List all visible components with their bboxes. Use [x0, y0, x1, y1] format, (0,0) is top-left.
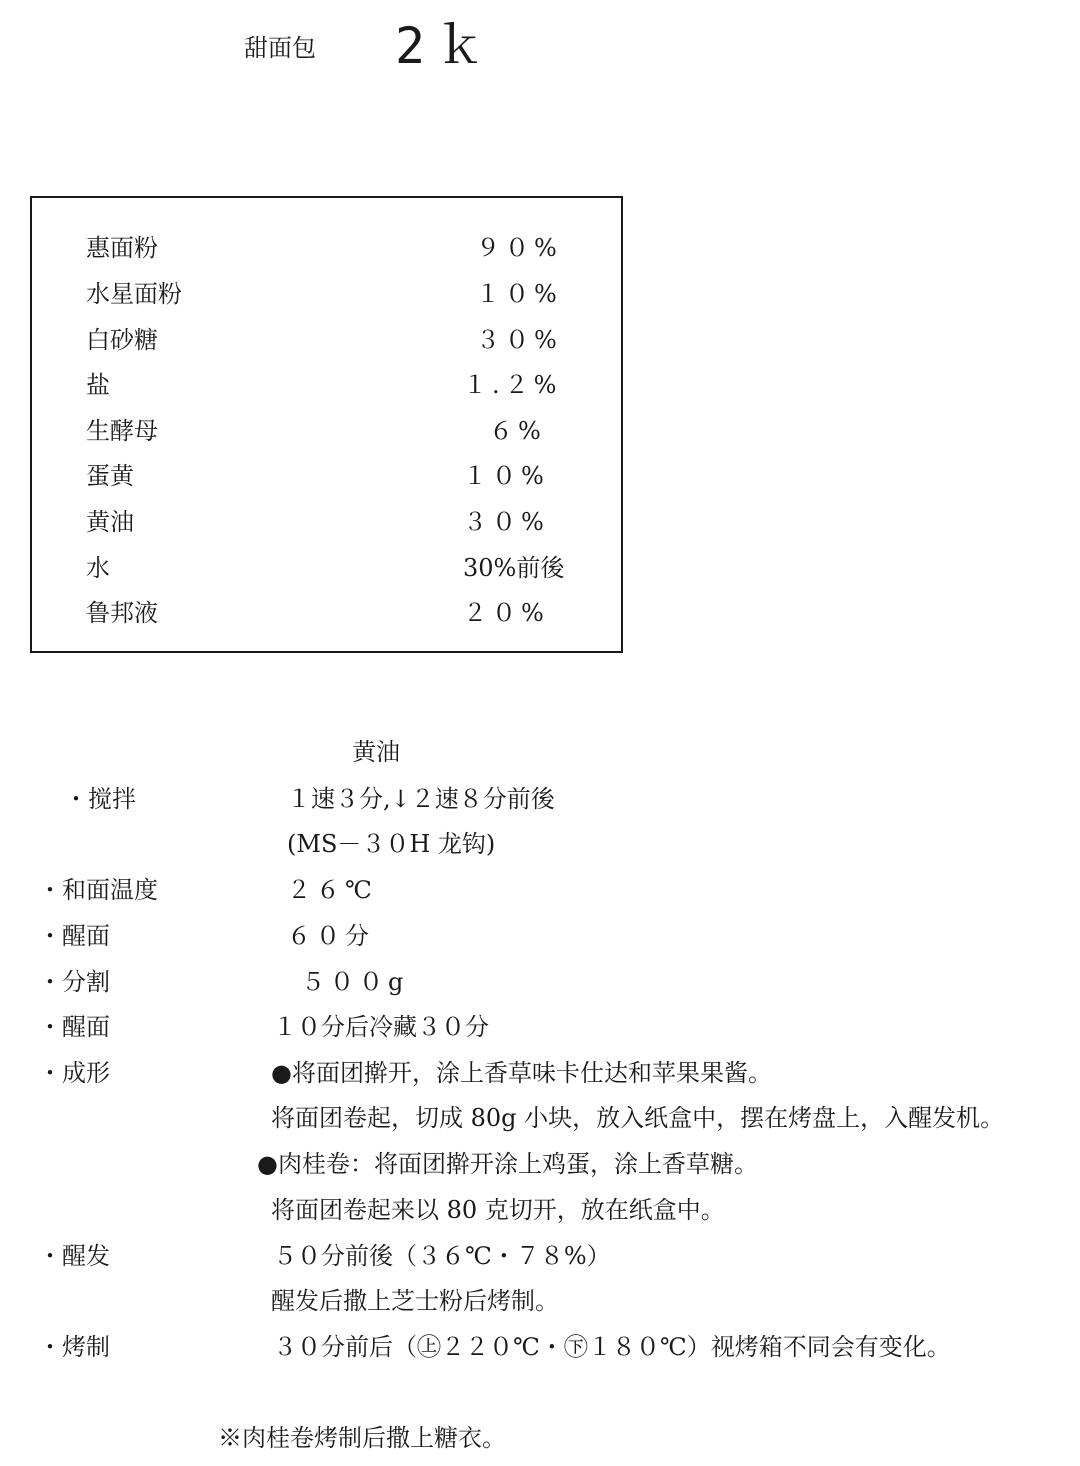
ingredient-amount: １０%	[463, 462, 549, 490]
footnote: ※肉桂卷烤制后撒上糖衣。	[218, 1424, 506, 1452]
shaping-step-1: ●将面团擀开，涂上香草味卡仕达和苹果果酱。	[271, 1059, 772, 1087]
dough-temp-value: ２６℃	[287, 876, 377, 904]
ingredient-name: 水星面粉	[86, 280, 182, 308]
ingredient-amount: 30%前後	[463, 554, 565, 582]
shaping-step-3: ●肉桂卷：将面团擀开涂上鸡蛋，涂上香草糖。	[257, 1150, 758, 1178]
ingredient-amount: ６%	[489, 417, 546, 445]
shaping-step-2: 将面团卷起，切成 80g 小块，放入纸盒中，摆在烤盘上，入醒发机。	[271, 1104, 1005, 1132]
mixing-value: １速３分,↓２速８分前後	[287, 785, 555, 813]
mixing-note: (MS－３０H 龙钩)	[287, 830, 496, 858]
shaping-step-4: 将面团卷起来以 80 克切开，放在纸盒中。	[271, 1196, 725, 1224]
mixing-label: ・搅拌	[64, 785, 136, 813]
ingredient-amount: ２０%	[463, 599, 549, 627]
divide-label: ・分割	[38, 968, 110, 996]
proof-label: ・醒发	[38, 1242, 110, 1270]
bake-value: ３０分前后（㊤２２０℃・㊦１８０℃）视烤箱不同会有变化。	[273, 1333, 951, 1361]
ingredient-amount: １０%	[476, 280, 562, 308]
rest2-value: １０分后冷藏３０分	[273, 1013, 489, 1041]
ingredient-amount: ３０%	[476, 326, 562, 354]
rest1-label: ・醒面	[38, 922, 110, 950]
divide-value: ５００g	[301, 968, 409, 996]
proof-value: ５０分前後（３６℃・７８%）	[273, 1242, 611, 1270]
recipe-title: 甜面包	[244, 34, 316, 62]
ingredient-name: 黄油	[86, 508, 134, 536]
batch-size: 2ｋ	[395, 17, 496, 75]
ingredient-name: 白砂糖	[86, 326, 158, 354]
ingredient-amount: ３０%	[463, 508, 549, 536]
rest2-label: ・醒面	[38, 1013, 110, 1041]
dough-temp-label: ・和面温度	[38, 876, 158, 904]
ingredient-name: 生酵母	[86, 417, 158, 445]
ingredient-amount: ９０%	[476, 234, 562, 262]
butter-note: 黄油	[352, 738, 400, 766]
ingredient-name: 蛋黄	[86, 462, 134, 490]
ingredient-name: 惠面粉	[86, 234, 158, 262]
proof-note: 醒发后撒上芝士粉后烤制。	[271, 1287, 559, 1315]
ingredient-table	[30, 196, 623, 653]
bake-label: ・烤制	[38, 1333, 110, 1361]
ingredient-name: 盐	[86, 371, 110, 399]
ingredient-name: 水	[86, 554, 110, 582]
ingredient-name: 鲁邦液	[86, 599, 158, 627]
shaping-label: ・成形	[38, 1059, 110, 1087]
ingredient-amount: １.２%	[463, 371, 562, 399]
rest1-value: ６０分	[287, 922, 374, 950]
